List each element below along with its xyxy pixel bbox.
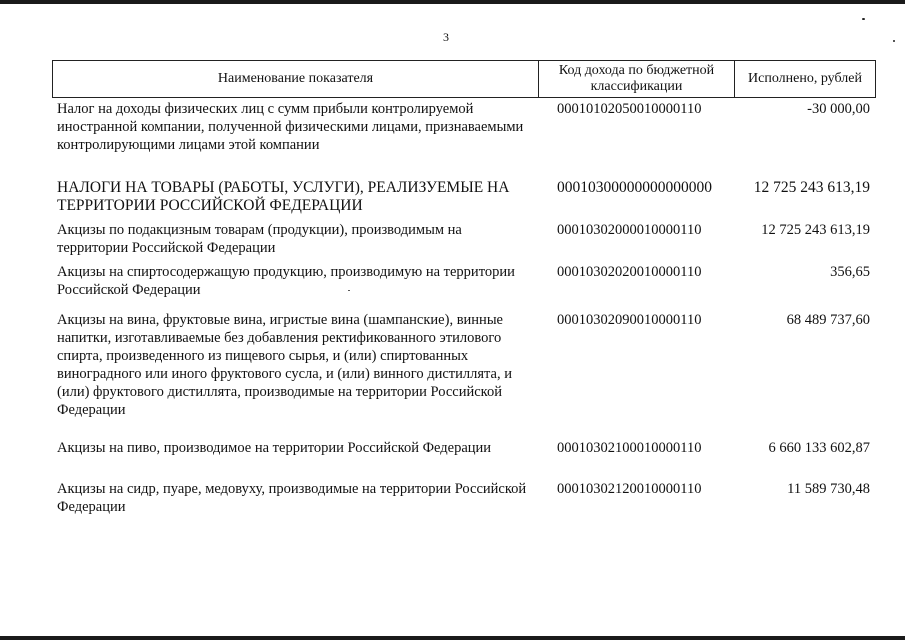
header-code: Код дохода по бюджетной классификации: [538, 61, 735, 97]
row-name: Акцизы на спиртосодержащую продукцию, производимую на территории Российской Федерации: [57, 264, 515, 298]
row-name: Акцизы на сидр, пуаре, медовуху, производимые на территории Российской Федерации: [57, 481, 527, 515]
row-amount: 68 489 737,60: [786, 312, 870, 328]
row-code: 00010302120010000110: [557, 481, 702, 497]
row-name: Акцизы по подакцизным товарам (продукции), производимым на территории Российской Федерации: [57, 222, 462, 256]
row-code: 00010102050010000110: [557, 101, 702, 117]
row-name: Налог на доходы физических лиц с сумм прибыли контролируемой иностранной компании, полученной физическими лицами, признаваемыми контролирующими лицами этой компании: [57, 101, 524, 153]
header-amount: Исполнено, рублей: [748, 71, 862, 86]
row-name: Акцизы на вина, фруктовые вина, игристые вина (шампанские), винные напитки, изготавливаемые без добавления ректификованного этилового спирта, произведенного из пищевого сырья, и (или) спиртованных виноградного или иного фруктового сусла, и (или) винного дистиллята, и (или) фруктового дистиллята, производимые на территории Российской Федерации: [57, 312, 513, 418]
row-code: 00010302100010000110: [557, 440, 702, 456]
row-amount: 356,65: [830, 264, 870, 280]
scan-speck: [862, 18, 865, 20]
row-amount: 12 725 243 613,19: [753, 179, 870, 196]
scan-edge-bottom: [0, 636, 905, 640]
row-amount: -30 000,00: [807, 101, 870, 117]
row-code: 00010302020010000110: [557, 264, 702, 280]
scan-speck: [893, 40, 895, 42]
row-amount: 11 589 730,48: [787, 481, 870, 497]
row-code: 00010302090010000110: [557, 312, 702, 328]
page-number: 3: [443, 30, 449, 44]
row-code: 00010302000010000110: [557, 222, 702, 238]
row-code: 00010300000000000000: [557, 179, 712, 196]
row-name: Акцизы на пиво, производимое на территории Российской Федерации: [57, 440, 492, 456]
table-header: [52, 60, 876, 98]
row-name: НАЛОГИ НА ТОВАРЫ (РАБОТЫ, УСЛУГИ), РЕАЛИЗУЕМЫЕ НА ТЕРРИТОРИИ РОССИЙСКОЙ ФЕДЕРАЦИИ: [57, 179, 510, 214]
header-name: Наименование показателя: [217, 71, 374, 86]
scan-edge-top: [0, 0, 905, 4]
row-amount: 12 725 243 613,19: [761, 222, 870, 238]
row-amount: 6 660 133 602,87: [768, 440, 870, 456]
